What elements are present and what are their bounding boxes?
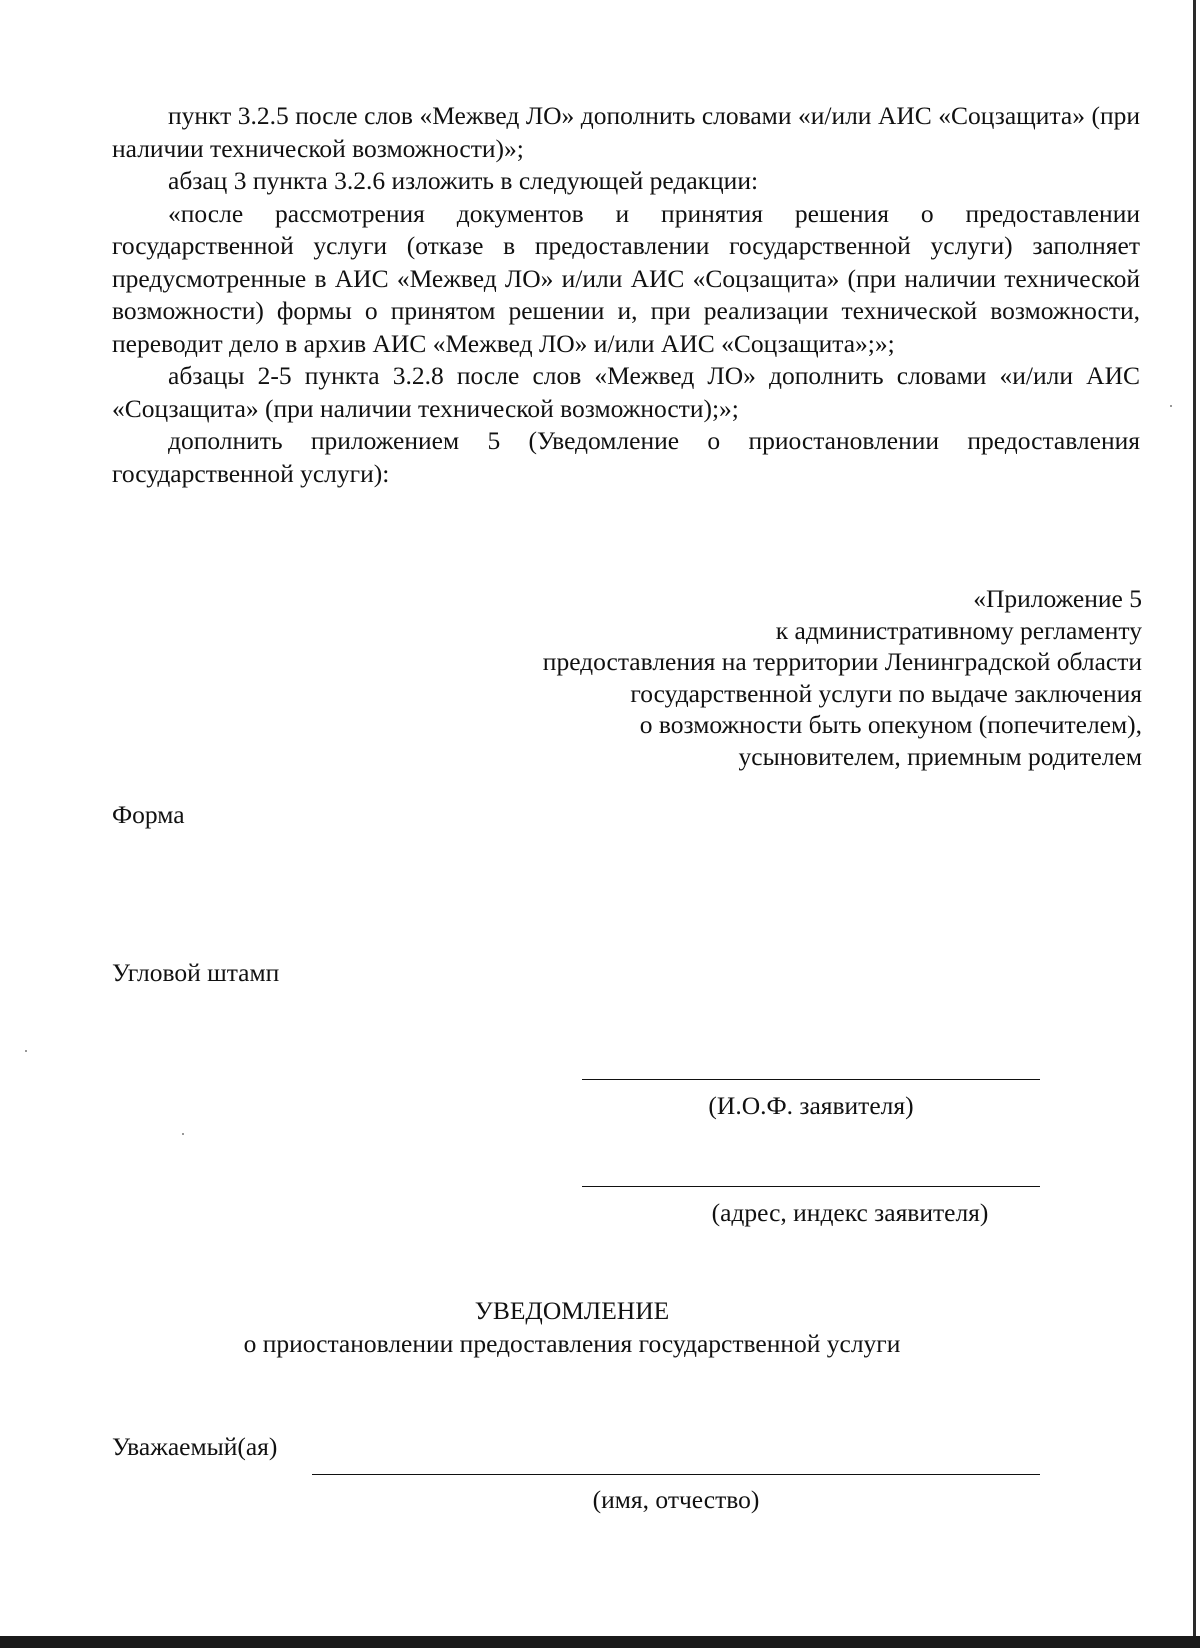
applicant-name-caption: (И.О.Ф. заявителя): [708, 1091, 914, 1120]
amendment-paragraph: «после рассмотрения документов и принятия решения о предоставлении государственной услуги (отказе в предоставлении государственной услуги) заполняет предусмотренные в АИС «Межвед ЛО» и/или АИС «Соцзащита» (при наличии технической возможности) формы о принятом решении и, при реализации технической возможности, переводит дело в архив АИС «Межвед ЛО» и/или АИС «Соцзащита»;»;: [112, 198, 1140, 358]
appendix-header-line: усыновителем, приемным родителем: [738, 741, 1142, 771]
amendment-paragraph: абзацы 2-5 пункта 3.2.8 после слов «Межвед ЛО» дополнить словами «и/или АИС «Соцзащита» (при наличии технической возможности);»;: [112, 361, 1140, 423]
notice-subtitle: о приостановлении предоставления государственной услуги: [243, 1329, 901, 1358]
amendment-paragraph: дополнить приложением 5 (Уведомление о приостановлении предоставления государственной услуги):: [112, 426, 1140, 488]
appendix-header-line: государственной услуги по выдаче заключения: [630, 678, 1142, 708]
salutation-label: Уважаемый(ая): [112, 1432, 278, 1461]
form-label: Форма: [112, 800, 185, 829]
appendix-header-line: к административному регламенту: [775, 615, 1142, 645]
scan-speck: [182, 1133, 184, 1135]
notice-title: УВЕДОМЛЕНИЕ: [474, 1296, 670, 1325]
applicant-address-caption: (адрес, индекс заявителя): [711, 1198, 989, 1227]
corner-stamp-label: Угловой штамп: [112, 958, 280, 987]
applicant-address-line: [582, 1186, 1040, 1187]
scan-speck: [1170, 405, 1172, 407]
appendix-header-line: предоставления на территории Ленинградской области: [542, 647, 1142, 676]
scan-right-edge: [1193, 0, 1196, 1648]
scan-speck: [25, 1050, 27, 1052]
amendment-paragraph: пункт 3.2.5 после слов «Межвед ЛО» дополнить словами «и/или АИС «Соцзащита» (при наличии технической возможности)»;: [112, 101, 1140, 163]
appendix-header-line: о возможности быть опекуном (попечителем),: [639, 710, 1142, 739]
amendment-text: [112, 100, 1140, 490]
appendix-header: [422, 583, 1142, 772]
appendix-header-line: «Приложение 5: [973, 584, 1142, 613]
salutation-caption: (имя, отчество): [592, 1485, 760, 1514]
scan-bottom-edge: [0, 1636, 1200, 1648]
amendment-paragraph: абзац 3 пункта 3.2.6 изложить в следующей редакции:: [168, 166, 759, 195]
notice-title-block: [112, 1294, 1032, 1360]
salutation-line: [312, 1474, 1040, 1475]
applicant-name-line: [582, 1079, 1040, 1080]
